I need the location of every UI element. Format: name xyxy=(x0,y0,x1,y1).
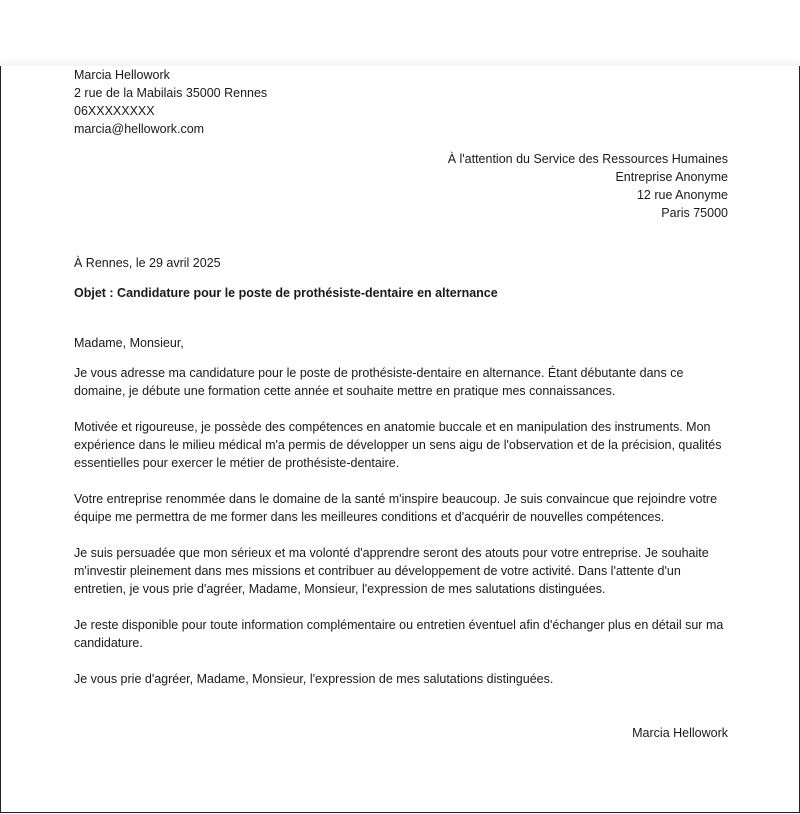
recipient-attention: À l'attention du Service des Ressources Humaines xyxy=(447,152,728,166)
recipient-block xyxy=(74,150,728,222)
letter-paragraph: Je vous adresse ma candidature pour le poste de prothésiste-dentaire en alternance. Étant débutante dans ce domaine, je débute une formation cette année et souhaite mettre en pratique mes connaissances. xyxy=(74,366,684,398)
letter-paragraph: Je suis persuadée que mon sérieux et ma volonté d'apprendre seront des atouts pour votre entreprise. Je souhaite m'investir pleinement dans mes missions et contribuer au développement de votre activité. Dans l'attente d'un entretien, je vous prie d'agréer, Madame, Monsieur, l'expression de mes salutations distinguées. xyxy=(74,546,709,596)
letter-content xyxy=(74,66,728,742)
letter-page xyxy=(0,66,800,813)
letter-paragraph: Je vous prie d'agréer, Madame, Monsieur, l'expression de mes salutations distinguées. xyxy=(74,672,554,686)
recipient-street: 12 rue Anonyme xyxy=(636,188,728,202)
sender-address: 2 rue de la Mabilais 35000 Rennes xyxy=(74,86,268,100)
sender-name: Marcia Hellowork xyxy=(74,68,170,82)
salutation: Madame, Monsieur, xyxy=(74,336,184,350)
letter-paragraph: Votre entreprise renommée dans le domaine de la santé m'inspire beaucoup. Je suis convaincue que rejoindre votre équipe me permettra de me former dans les meilleures conditions et d'acquérir de nouvelles compétences. xyxy=(74,492,718,524)
letter-paragraph: Motivée et rigoureuse, je possède des compétences en anatomie buccale et en manipulation des instruments. Mon expérience dans le milieu médical m'a permis de développer un sens aigu de l'observation et de la précision, qualités essentielles pour exercer le métier de prothésiste-dentaire. xyxy=(74,420,722,470)
signature: Marcia Hellowork xyxy=(632,726,728,740)
date-line: À Rennes, le 29 avril 2025 xyxy=(74,256,221,270)
sender-email: marcia@hellowork.com xyxy=(74,122,205,136)
letter-subject: Objet : Candidature pour le poste de prothésiste-dentaire en alternance xyxy=(74,286,498,300)
sender-phone: 06XXXXXXXX xyxy=(74,104,155,118)
recipient-company: Entreprise Anonyme xyxy=(615,170,728,184)
sender-block xyxy=(74,66,728,138)
recipient-city: Paris 75000 xyxy=(661,206,728,220)
top-margin xyxy=(0,0,800,66)
letter-paragraph: Je reste disponible pour toute information complémentaire ou entretien éventuel afin d'échanger plus en détail sur ma candidature. xyxy=(74,618,724,650)
